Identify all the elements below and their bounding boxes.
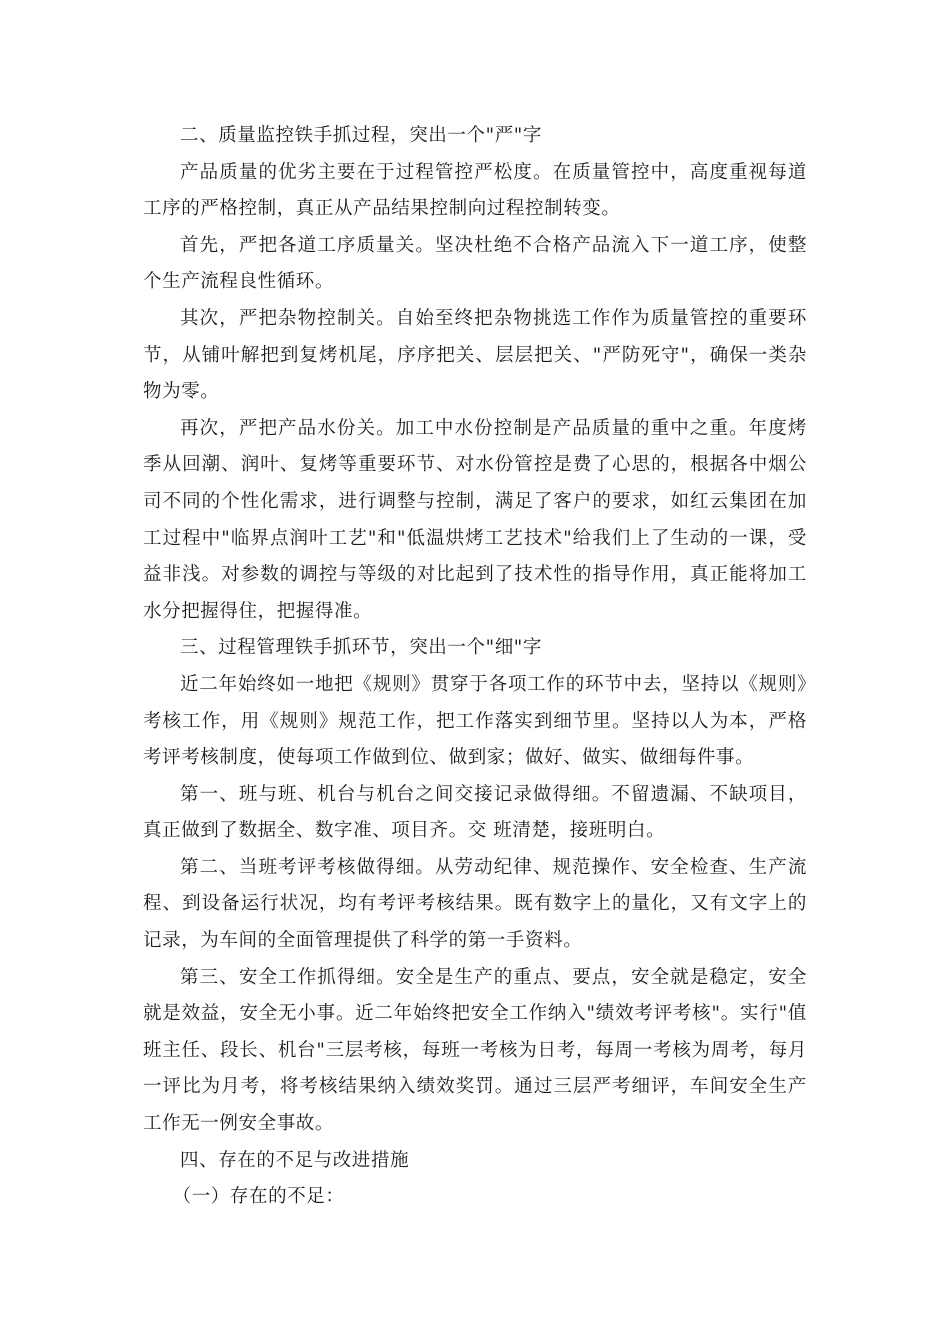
paragraph-safety: 第三、安全工作抓得细。安全是生产的重点、要点，安全就是稳定，安全就是效益，安全无小事。近二年始终把安全工作纳入"绩效考评考核"。实行"值班主任、段长、机台"三层考核，每班一考核为日考，每周一考核为周考，每月一评比为月考，将考核结果纳入绩效奖罚。通过三层严考细评，车间安全生产工作无一例安全事故。 bbox=[143, 966, 807, 1135]
section-heading-shortcomings: 四、存在的不足与改进措施 bbox=[180, 1149, 410, 1171]
paragraph-handover: 第一、班与班、机台与机台之间交接记录做得细。不留遗漏、不缺项目，真正做到了数据全、数字准、项目齐。交 班清楚，接班明白。 bbox=[143, 783, 807, 842]
subheading-shortcomings: （一）存在的不足： bbox=[172, 1186, 345, 1208]
paragraph-rules: 近二年始终如一地把《规则》贯穿于各项工作的环节中去，坚持以《规则》考核工作，用《规则》规范工作，把工作落实到细节里。坚持以人为本，严格考评考核制度，使每项工作做到位、做到家；做好、做实、做细每件事。 bbox=[143, 673, 807, 769]
paragraph-third-moisture: 再次，严把产品水份关。加工中水份控制是产品质量的重中之重。年度烤季从回潮、润叶、复烤等重要环节、对水份管控是费了心思的，根据各中烟公司不同的个性化需求，进行调整与控制，满足了客户的要求，如红云集团在加工过程中"临界点润叶工艺"和"低温烘烤工艺技术"给我们上了生动的一课，受益非浅。对参数的调控与等级的对比起到了技术性的指导作用，真正能将加工水分把握得住，把握得准。 bbox=[143, 417, 807, 622]
section-heading-quality: 二、质量监控铁手抓过程，突出一个"严"字 bbox=[180, 125, 543, 146]
document-body bbox=[143, 118, 807, 1216]
section-heading-process: 三、过程管理铁手抓环节，突出一个"细"字 bbox=[180, 637, 543, 659]
paragraph-first-process: 首先，严把各道工序质量关。坚决杜绝不合格产品流入下一道工序，使整个生产流程良性循环。 bbox=[143, 234, 807, 293]
paragraph-second-impurity: 其次，严把杂物控制关。自始至终把杂物挑选工作作为质量管控的重要环节，从铺叶解把到复烤机尾，序序把关、层层把关、"严防死守"，确保一类杂物为零。 bbox=[143, 307, 807, 403]
paragraph-quality-intro: 产品质量的优劣主要在于过程管控严松度。在质量管控中，高度重视每道工序的严格控制，真正从产品结果控制向过程控制转变。 bbox=[143, 161, 807, 220]
paragraph-assessment: 第二、当班考评考核做得细。从劳动纪律、规范操作、安全检查、生产流程、到设备运行状况，均有考评考核结果。既有数字上的量化，又有文字上的记录，为车间的全面管理提供了科学的第一手资料。 bbox=[143, 856, 807, 952]
